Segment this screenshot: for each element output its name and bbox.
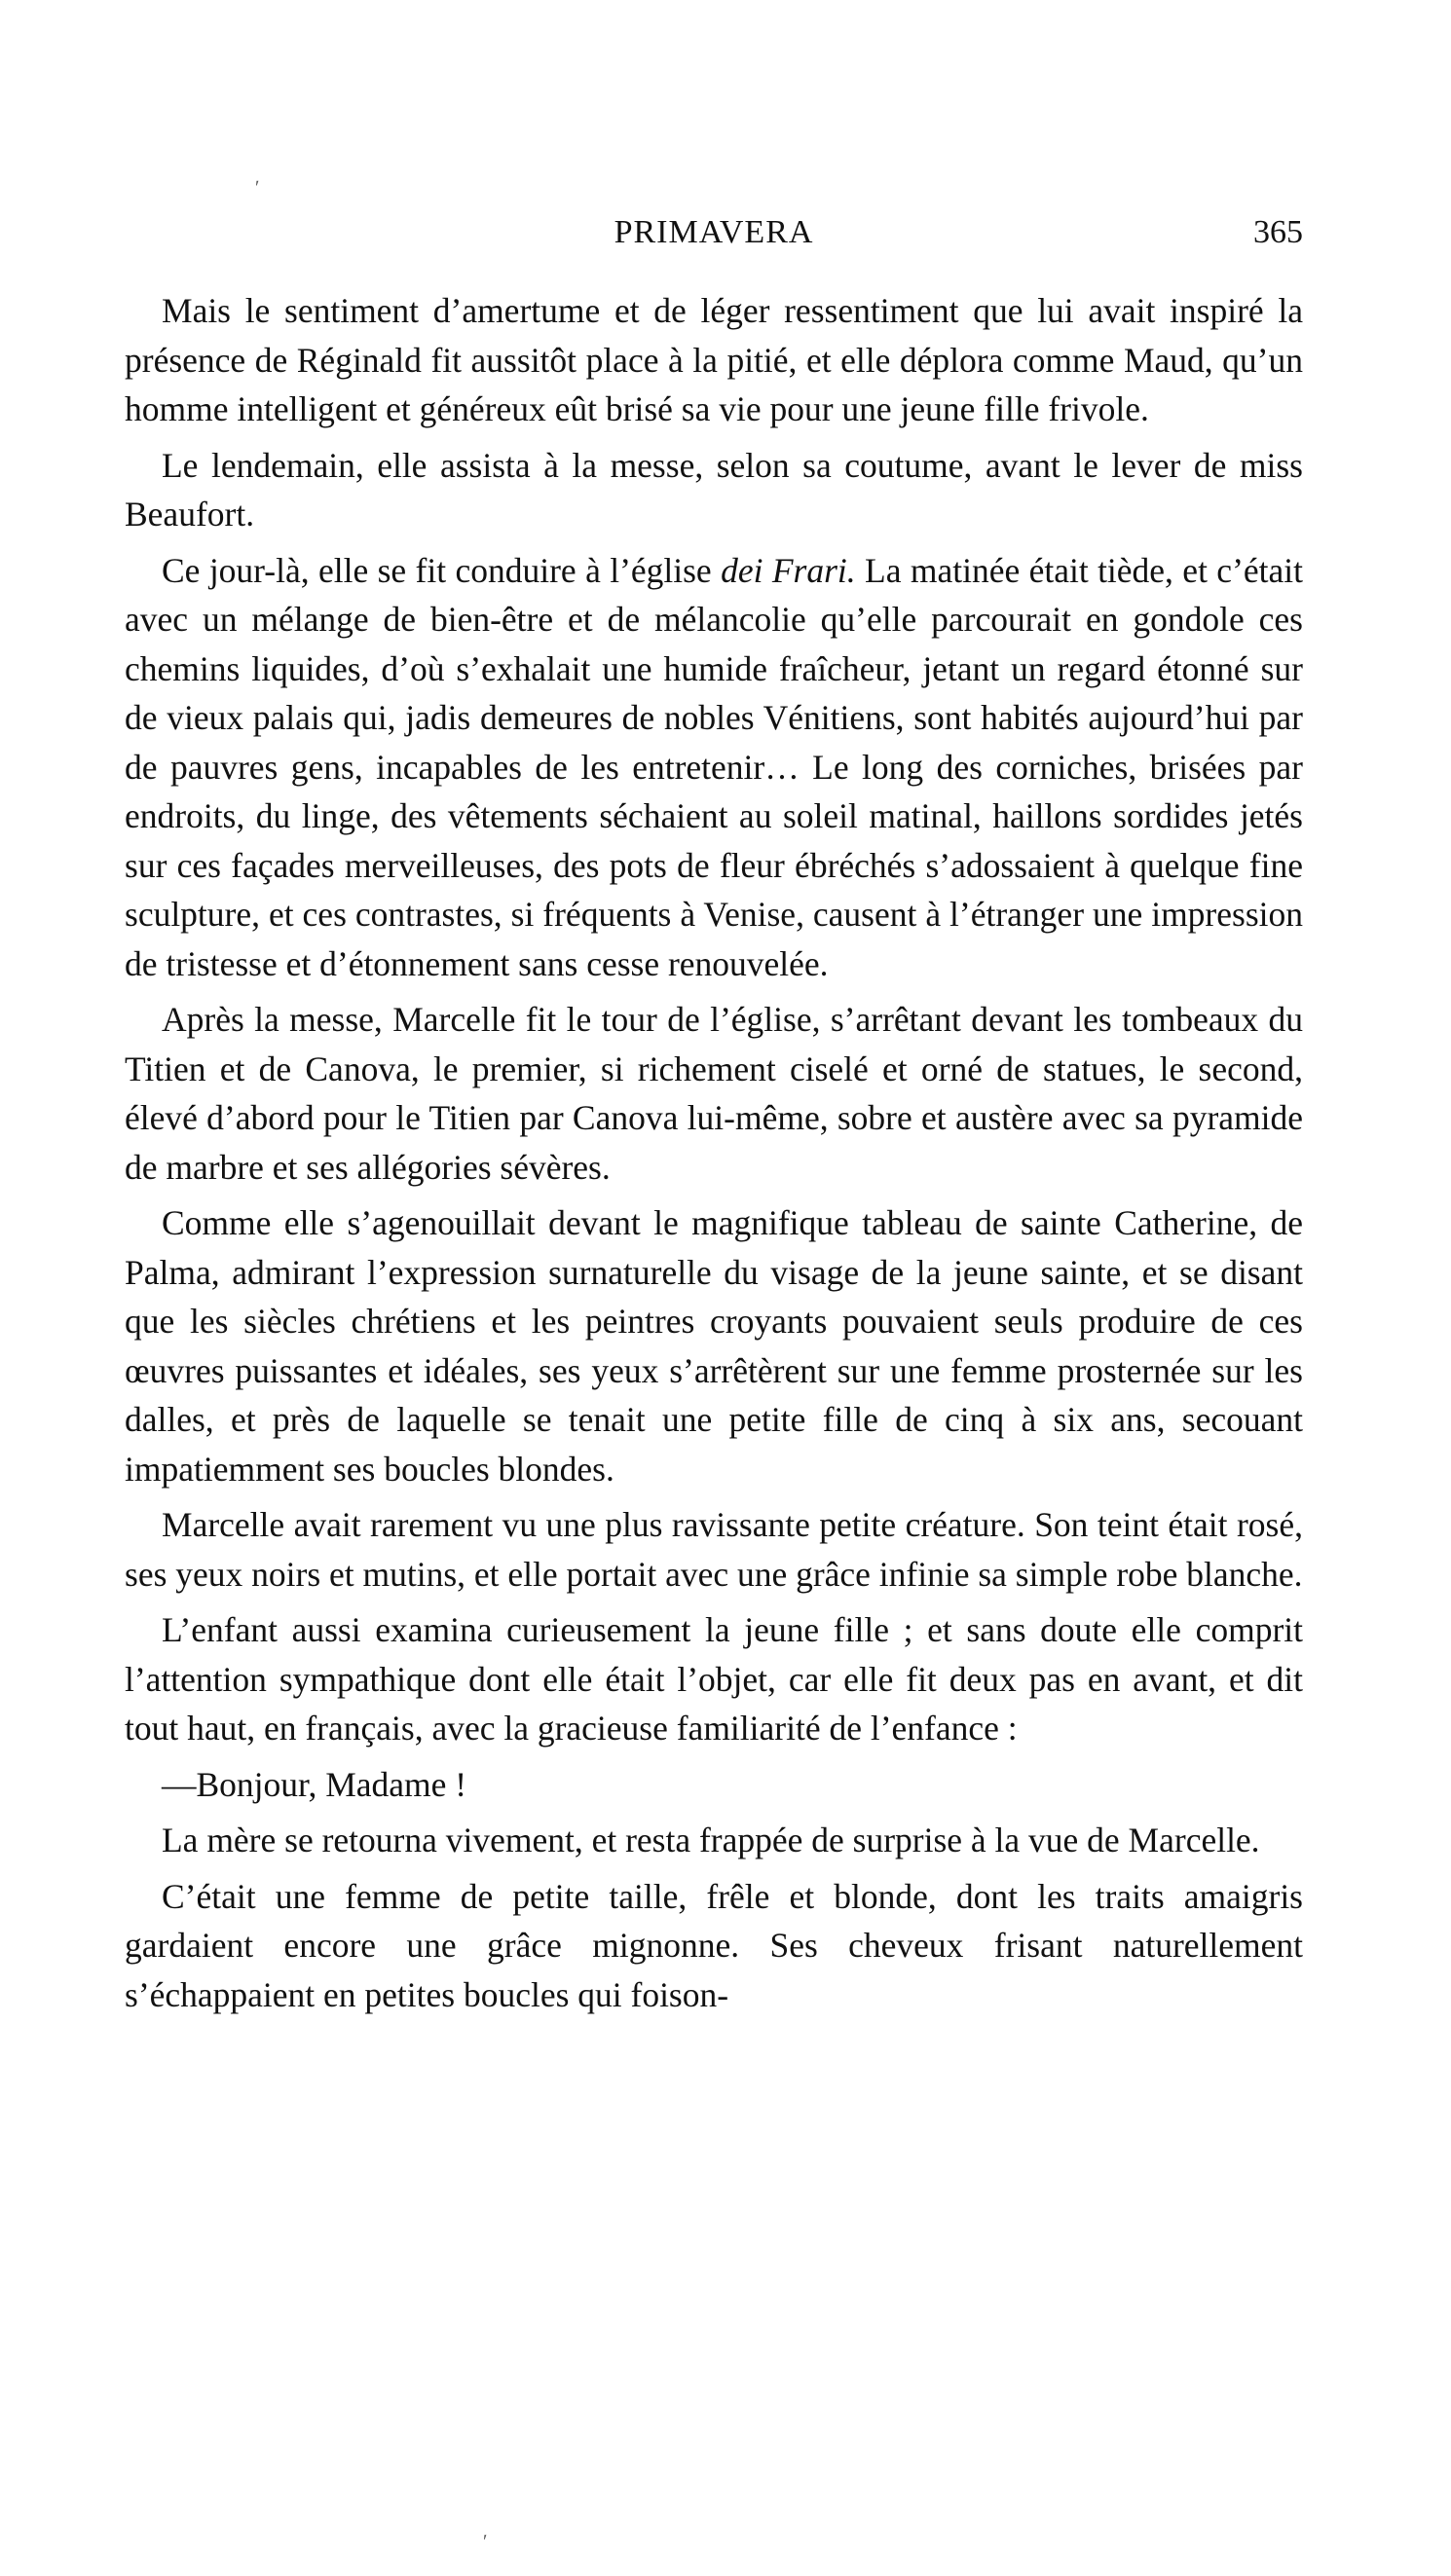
running-head: [125, 214, 1303, 263]
paragraph-3-rest: La matinée était tiède, et c’était avec un mélange de bien-être et de mélancolie qu’elle parcourait en gondole ces chemins liquides, d’où s’exhalait une humide fraîcheur, jetant un regard étonné sur de vieux palais qui, jadis demeures de nobles Vénitiens, sont habités aujourd’hui par de pauvres gens, incapables de les entretenir… Le long des corniches, brisées par endroits, du linge, des vêtements séchaient au soleil matinal, haillons sordides jetés sur ces façades merveilleuses, des pots de fleur ébréchés s’adossaient à quelque fine sculpture, et ces contrastes, si fréquents à Venise, causent à l’étranger une impression de tristesse et d’étonnement sans cesse renouvelée.: [125, 550, 1303, 983]
paragraph-9: La mère se retourna vivement, et resta frappée de surprise à la vue de Marcelle.: [162, 1821, 1260, 1859]
ink-speck: ʹ: [255, 177, 260, 199]
paragraph-4: Après la messe, Marcelle fit le tour de l’église, s’arrêtant devant les tombeaux du Titien et de Canova, le premier, si richement ciselé et orné de statues, le second, élevé d’abord pour le Titien par Canova lui-même, sobre et austère avec sa pyramide de marbre et ses allégories sévères.: [125, 1000, 1303, 1187]
running-title: PRIMAVERA: [614, 214, 814, 250]
paragraph-1: Mais le sentiment d’amertume et de léger ressentiment que lui avait inspiré la présence de Réginald fit aussitôt place à la pitié, et elle déplora comme Maud, qu’un homme intelligent et généreux eût brisé sa vie pour une jeune fille frivole.: [125, 291, 1303, 428]
paragraph-3-start: Ce jour-là, elle se fit conduire à l’église: [162, 550, 722, 590]
paragraph-2: Le lendemain, elle assista à la messe, selon sa coutume, avant le lever de miss Beaufort.: [125, 445, 1303, 534]
paragraph-3: [125, 546, 1303, 989]
paragraph-6: Marcelle avait rarement vu une plus ravissante petite créature. Son teint était rosé, ses yeux noirs et mutins, et elle portait avec une grâce infinie sa simple robe blanche.: [125, 1505, 1303, 1594]
church-name: dei Frari.: [721, 550, 856, 590]
paragraph-10: C’était une femme de petite taille, frêle et blonde, dont les traits amaigris gardaient encore une grâce mignonne. Ses cheveux frisant naturellement s’échappaient en petites boucles qui foison-: [125, 1876, 1303, 2014]
page-number: 365: [1253, 214, 1303, 250]
body-text: [125, 286, 1303, 2026]
paragraph-5: Comme elle s’agenouillait devant le magnifique tableau de sainte Catherine, de Palma, admirant l’expression surnaturelle du visage de la jeune sainte, et se disant que les siècles chrétiens et les peintres croyants pouvaient seuls produire de ces œuvres puissantes et idéales, ses yeux s’arrêtèrent sur une femme prosternée sur les dalles, et près de laquelle se tenait une petite fille de cinq à six ans, secouant impatiemment ses boucles blondes.: [125, 1203, 1303, 1489]
ink-speck: ʹ: [483, 2531, 488, 2553]
paragraph-7: L’enfant aussi examina curieusement la jeune fille ; et sans doute elle comprit l’attention sympathique dont elle était l’objet, car elle fit deux pas en avant, et dit tout haut, en français, avec la gracieuse familiarité de l’enfance :: [125, 1610, 1303, 1748]
paragraph-8-dialogue: —Bonjour, Madame !: [162, 1764, 467, 1804]
